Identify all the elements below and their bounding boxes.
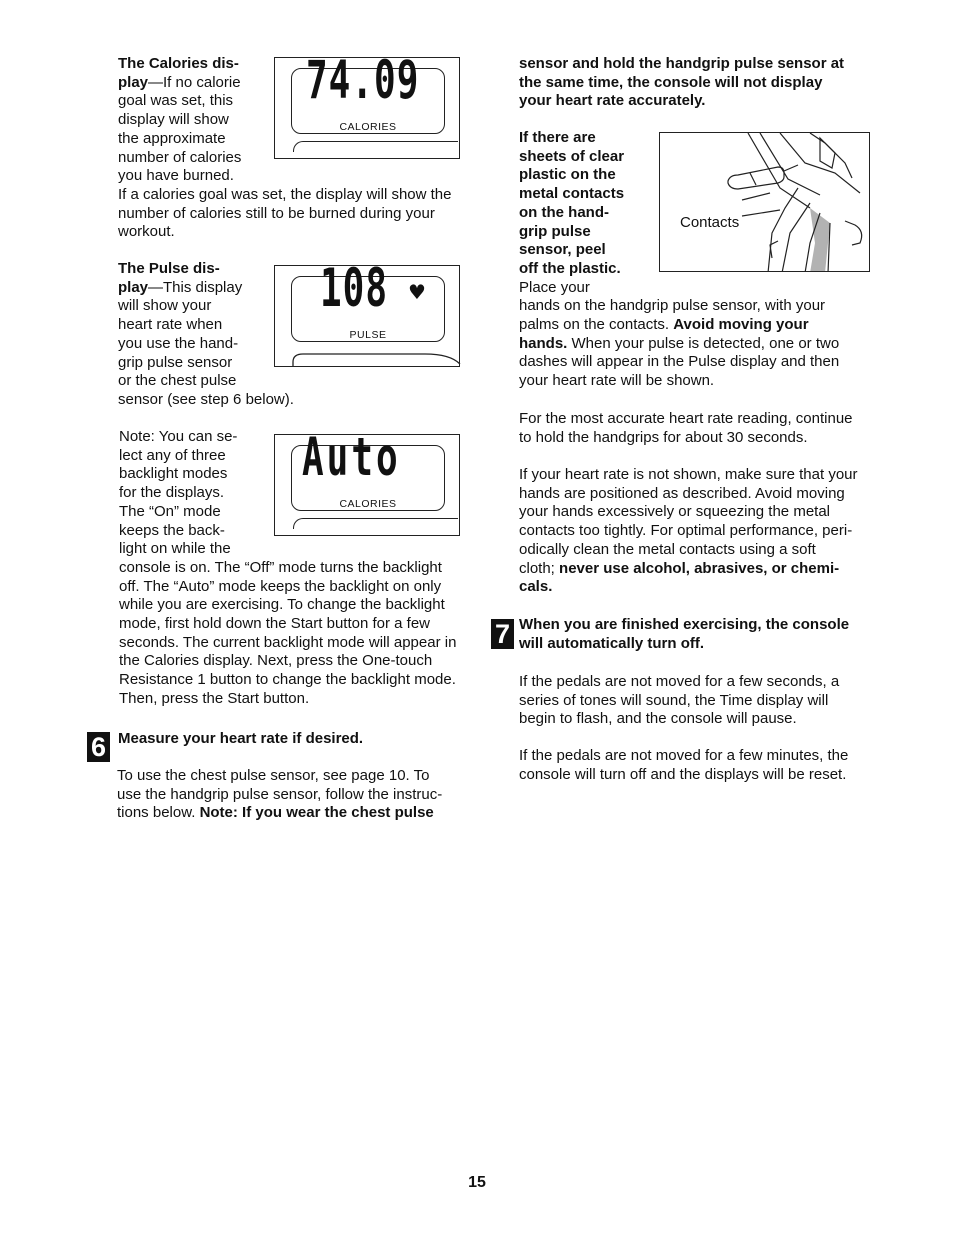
text-line: your heart rate will be shown. bbox=[519, 372, 715, 390]
text-line: If the pedals are not moved for a few seconds, a bbox=[519, 673, 840, 690]
text-line: off the plastic. bbox=[519, 259, 621, 277]
backlight-mode-readout: Auto bbox=[302, 428, 401, 489]
text-line: the Calories display. Next, press the One-touch bbox=[119, 652, 433, 670]
heart-icon: ♥ bbox=[408, 280, 426, 304]
step-6-badge: 6 bbox=[87, 732, 110, 762]
text-line: lect any of three bbox=[119, 446, 226, 464]
text-line: grip pulse bbox=[519, 222, 591, 240]
calories-text: —If no calorie bbox=[148, 73, 241, 91]
contacts-label: Contacts bbox=[680, 214, 740, 231]
text-line: you use the hand- bbox=[118, 334, 239, 352]
text-line: hands on the handgrip pulse sensor, with your bbox=[519, 297, 826, 315]
text-line: sensor, peel bbox=[519, 241, 606, 259]
console-edge bbox=[293, 518, 458, 529]
text-line: To use the chest pulse sensor, see page 10. To bbox=[117, 767, 430, 784]
console-edge bbox=[293, 141, 458, 152]
text-line: If a calories goal was set, the display will show the bbox=[118, 185, 452, 203]
text-line: series of tones will sound, the Time display will bbox=[519, 691, 829, 709]
pulse-display-figure bbox=[274, 259, 460, 367]
page-number: 15 bbox=[468, 1174, 486, 1191]
text-line: When your pulse is detected, one or two bbox=[567, 334, 840, 352]
text-line: dashes will appear in the Pulse display and then bbox=[519, 353, 840, 371]
text-line: keeps the back- bbox=[119, 521, 225, 539]
text-line: for the displays. bbox=[119, 484, 225, 502]
text-line: light on while the bbox=[119, 540, 231, 558]
pulse-heading-cont: play bbox=[118, 278, 149, 296]
text-line: your heart rate accurately. bbox=[519, 92, 706, 110]
text-line: will show your bbox=[118, 297, 212, 315]
troubleshoot-paragraph bbox=[519, 466, 879, 597]
text-line: palms on the contacts. bbox=[519, 316, 674, 334]
text-line: If there are bbox=[519, 129, 596, 146]
text-line: If the pedals are not moved for a few minutes, the bbox=[519, 747, 849, 764]
warning-text: cals. bbox=[519, 578, 553, 596]
text-line: sensor and hold the handgrip pulse sensor at bbox=[519, 55, 845, 72]
step-7-para-2 bbox=[519, 747, 879, 784]
text-line: console is on. The “Off” mode turns the backlight bbox=[119, 558, 442, 576]
text-line: while you are exercising. To change the backlight bbox=[119, 596, 445, 614]
text-line: or the chest pulse bbox=[118, 372, 237, 390]
step-7-badge: 7 bbox=[491, 619, 514, 649]
text-line: your hands excessively or squeezing the metal bbox=[519, 503, 831, 521]
text-line: seconds. The current backlight mode will appear in bbox=[119, 633, 457, 651]
text-line: display will show bbox=[118, 111, 229, 129]
text-line: heart rate when bbox=[118, 316, 223, 334]
step-6-text bbox=[117, 767, 477, 823]
text-line: contacts too tightly. For optimal performance, peri- bbox=[519, 522, 853, 540]
calories-readout: 74.09 bbox=[306, 51, 420, 112]
text-line: you have burned. bbox=[118, 167, 234, 185]
warning-text: Avoid moving your bbox=[673, 316, 809, 334]
text-line: sensor (see step 6 below). bbox=[118, 390, 294, 408]
calories-label: CALORIES bbox=[339, 498, 397, 510]
calories-display-figure bbox=[274, 51, 460, 159]
lcd-screen bbox=[291, 428, 445, 511]
text-line: cloth; bbox=[519, 559, 560, 577]
text-line: to hold the handgrips for about 30 seconds. bbox=[519, 428, 808, 446]
text-line: begin to flash, and the console will pause. bbox=[519, 710, 797, 728]
text-line: goal was set, this bbox=[118, 92, 234, 110]
chest-pulse-note: Note: If you wear the chest pulse bbox=[199, 804, 434, 822]
console-edge bbox=[275, 259, 461, 368]
step-6-heading: Measure your heart rate if desired. bbox=[118, 730, 364, 747]
text-line: When you are finished exercising, the console bbox=[519, 616, 850, 633]
lcd-screen bbox=[291, 51, 445, 134]
text-line: grip pulse sensor bbox=[118, 353, 233, 371]
text-line: will automatically turn off. bbox=[519, 634, 705, 652]
text-line: odically clean the metal contacts using a soft bbox=[519, 540, 816, 558]
text-line: use the handgrip pulse sensor, follow the instruc- bbox=[117, 785, 443, 803]
text-line: Note: You can se- bbox=[119, 428, 238, 445]
step-7-para-1 bbox=[519, 673, 879, 729]
calories-heading: The Calories dis- bbox=[118, 55, 239, 72]
warning-text: never use alcohol, abrasives, or chemi- bbox=[559, 559, 840, 577]
text-line: Resistance 1 button to change the backlight mode. bbox=[119, 671, 456, 689]
step-7-heading bbox=[519, 616, 899, 653]
accuracy-paragraph bbox=[519, 410, 879, 447]
text-line: the same time, the console will not display bbox=[519, 73, 823, 91]
text-line: Place your bbox=[519, 278, 590, 296]
text-line: For the most accurate heart rate reading, continue bbox=[519, 410, 853, 427]
handgrip-drawing bbox=[660, 133, 870, 272]
warning-text: hands. bbox=[519, 334, 568, 352]
backlight-display-figure bbox=[274, 428, 460, 536]
text-line: the approximate bbox=[118, 129, 226, 147]
text-line: hands are positioned as described. Avoid moving bbox=[519, 484, 845, 502]
pulse-text: —This display bbox=[148, 278, 243, 296]
chest-pulse-note-continued bbox=[519, 55, 899, 111]
text-line: Then, press the Start button. bbox=[119, 689, 310, 707]
text-line: number of calories still to be burned during your bbox=[118, 204, 435, 222]
text-line: tions below. bbox=[117, 804, 200, 822]
text-line: on the hand- bbox=[519, 203, 609, 221]
text-line: metal contacts bbox=[519, 185, 625, 203]
text-line: number of calories bbox=[118, 148, 242, 166]
pulse-readout: 108 bbox=[320, 259, 389, 320]
text-line: The “On” mode bbox=[119, 502, 221, 520]
text-line: sheets of clear bbox=[519, 147, 625, 165]
pulse-heading: The Pulse dis- bbox=[118, 260, 220, 277]
pulse-label: PULSE bbox=[349, 329, 387, 341]
text-line: If your heart rate is not shown, make sure that your bbox=[519, 466, 858, 483]
text-line: workout. bbox=[118, 223, 175, 241]
handgrip-contacts-illustration bbox=[659, 132, 870, 272]
text-line: backlight modes bbox=[119, 465, 228, 483]
text-line: console will turn off and the displays will be reset. bbox=[519, 765, 847, 783]
text-line: plastic on the bbox=[519, 166, 616, 184]
text-line: off. The “Auto” mode keeps the backlight on only bbox=[119, 577, 442, 595]
calories-label: CALORIES bbox=[339, 121, 397, 133]
text-line: mode, first hold down the Start button for a few bbox=[119, 615, 431, 633]
calories-heading-cont: play bbox=[118, 73, 149, 91]
